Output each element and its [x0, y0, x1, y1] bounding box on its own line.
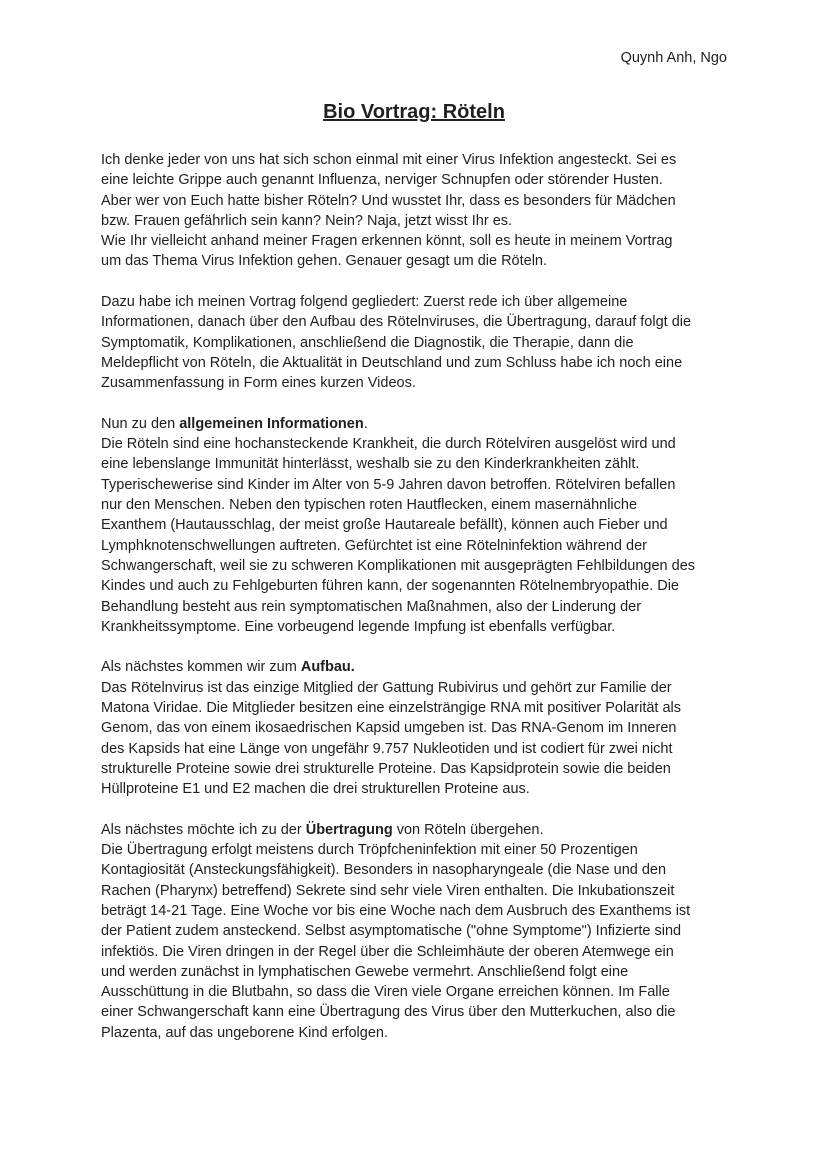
document-body: [101, 150, 741, 1063]
text-line: Schwangerschaft, weil sie zu schweren Komplikationen mit ausgeprägten Fehlbildungen des: [101, 557, 696, 574]
text-line: Lymphknotenschwellungen auftreten. Gefürchtet ist eine Rötelninfektion während der: [101, 537, 647, 554]
text-line: Rachen (Pharynx) betreffend) Sekrete sind sehr viele Viren enthalten. Die Inkubationszeit: [101, 882, 675, 899]
intro-text: Als nächstes möchte ich zu der: [101, 821, 306, 838]
text-line: um das Thema Virus Infektion gehen. Genauer gesagt um die Röteln.: [101, 253, 548, 270]
text-line: Exanthem (Hautausschlag, der meist große Hautareale befällt), können auch Fieber und: [101, 517, 668, 534]
section-intro-line: [101, 414, 741, 434]
text-line: Aber wer von Euch hatte bisher Röteln? Und wusstet Ihr, dass es besonders für Mädchen: [101, 192, 676, 209]
text-line: Symptomatik, Komplikationen, anschließend die Diagnostik, die Therapie, dann die: [101, 334, 634, 351]
intro-text: Nun zu den: [101, 415, 180, 432]
text-line: Meldepflicht von Röteln, die Aktualität in Deutschland und zum Schluss habe ich noch eine: [101, 354, 683, 371]
text-line: Hüllproteine E1 und E2 machen die drei strukturellen Proteine aus.: [101, 781, 530, 798]
text-line: der Patient zudem ansteckend. Selbst asymptomatische ("ohne Symptome") Infizierte sind: [101, 923, 682, 940]
text-line: nur den Menschen. Neben den typischen roten Hautflecken, einem masernähnliche: [101, 497, 638, 514]
intro-text: Als nächstes kommen wir zum: [101, 659, 301, 676]
text-line: Ich denke jeder von uns hat sich schon einmal mit einer Virus Infektion angesteckt. Sei es: [101, 152, 677, 168]
text-line: Zusammenfassung in Form eines kurzen Videos.: [101, 375, 416, 392]
section-keyword: allgemeinen Informationen: [179, 415, 364, 432]
author-name: Quynh Anh, Ngo: [620, 50, 727, 66]
text-line: Das Rötelnvirus ist das einzige Mitglied der Gattung Rubivirus und gehört zur Familie der: [101, 679, 672, 696]
text-line: Die Röteln sind eine hochansteckende Krankheit, die durch Rötelviren ausgelöst wird und: [101, 436, 676, 453]
text-line: eine lebenslange Immunität hinterlässt, weshalb sie zu den Kinderkrankheiten zählt.: [101, 456, 640, 473]
text-line: infektiös. Die Viren dringen in der Regel über die Schleimhäute der oberen Atemwege ein: [101, 943, 674, 960]
text-line: Krankheitssymptome. Eine vorbeugend legende Impfung ist ebenfalls verfügbar.: [101, 618, 616, 635]
section-intro-line: [101, 657, 741, 677]
section-keyword: Übertragung: [305, 821, 393, 838]
text-line: Die Übertragung erfolgt meistens durch Tröpfcheninfektion mit einer 50 Prozentigen: [101, 842, 638, 859]
intro-text: .: [363, 415, 368, 432]
text-line: Kindes und auch zu Fehlgeburten führen kann, der sogenannten Rötelnembryopathie. Die: [101, 578, 679, 595]
text-line: und werden zunächst in lymphatischen Gewebe vermehrt. Anschließend folgt eine: [101, 963, 629, 980]
paragraph-structure: [101, 657, 741, 799]
paragraph-introduction: [101, 150, 741, 272]
document-title: Bio Vortrag: Röteln: [323, 101, 505, 123]
text-line: Matona Viridae. Die Mitglieder besitzen eine einzelsträngige RNA mit positiver Polarität als: [101, 700, 682, 717]
text-line: Dazu habe ich meinen Vortrag folgend gegliedert: Zuerst rede ich über allgemeine: [101, 294, 628, 311]
text-line: Plazenta, auf das ungeborene Kind erfolgen.: [101, 1024, 388, 1041]
text-line: eine leichte Grippe auch genannt Influenza, nerviger Schnupfen oder störender Husten.: [101, 172, 663, 189]
paragraph-general-information: [101, 414, 741, 637]
text-line: einer Schwangerschaft kann eine Übertragung des Virus über den Mutterkuchen, also die: [101, 1004, 676, 1021]
text-line: Typerischewerise sind Kinder im Alter von 5-9 Jahren davon betroffen. Rötelviren befallen: [101, 476, 676, 493]
intro-text: von Röteln übergehen.: [392, 821, 544, 838]
section-keyword: Aufbau.: [300, 659, 355, 676]
text-line: Behandlung besteht aus rein symptomatischen Maßnahmen, also der Linderung der: [101, 598, 642, 615]
text-line: Informationen, danach über den Aufbau des Rötelnviruses, die Übertragung, darauf folgt die: [101, 314, 692, 331]
text-line: bzw. Frauen gefährlich sein kann? Nein? Naja, jetzt wisst Ihr es.: [101, 212, 513, 229]
text-line: des Kapsids hat eine Länge von ungefähr 9.757 Nukleotiden und ist codiert für zwei nicht: [101, 740, 673, 757]
text-line: Ausschüttung in die Blutbahn, so dass die Viren viele Organe erreichen können. Im Falle: [101, 984, 670, 1001]
text-line: beträgt 14-21 Tage. Eine Woche vor bis eine Woche nach dem Ausbruch des Exanthems ist: [101, 902, 691, 919]
section-intro-line: [101, 820, 741, 840]
paragraph-transmission: [101, 820, 741, 1043]
text-line: Wie Ihr vielleicht anhand meiner Fragen erkennen könnt, soll es heute in meinem Vortrag: [101, 233, 673, 250]
paragraph-outline: [101, 292, 741, 393]
text-line: Kontagiosität (Ansteckungsfähigkeit). Besonders in nasopharyngeale (die Nase und den: [101, 862, 667, 879]
text-line: Genom, das von einem ikosaedrischen Kapsid umgeben ist. Das RNA-Genom im Inneren: [101, 720, 677, 737]
text-line: strukturelle Proteine sowie drei strukturelle Proteine. Das Kapsidprotein sowie die beiden: [101, 760, 671, 777]
